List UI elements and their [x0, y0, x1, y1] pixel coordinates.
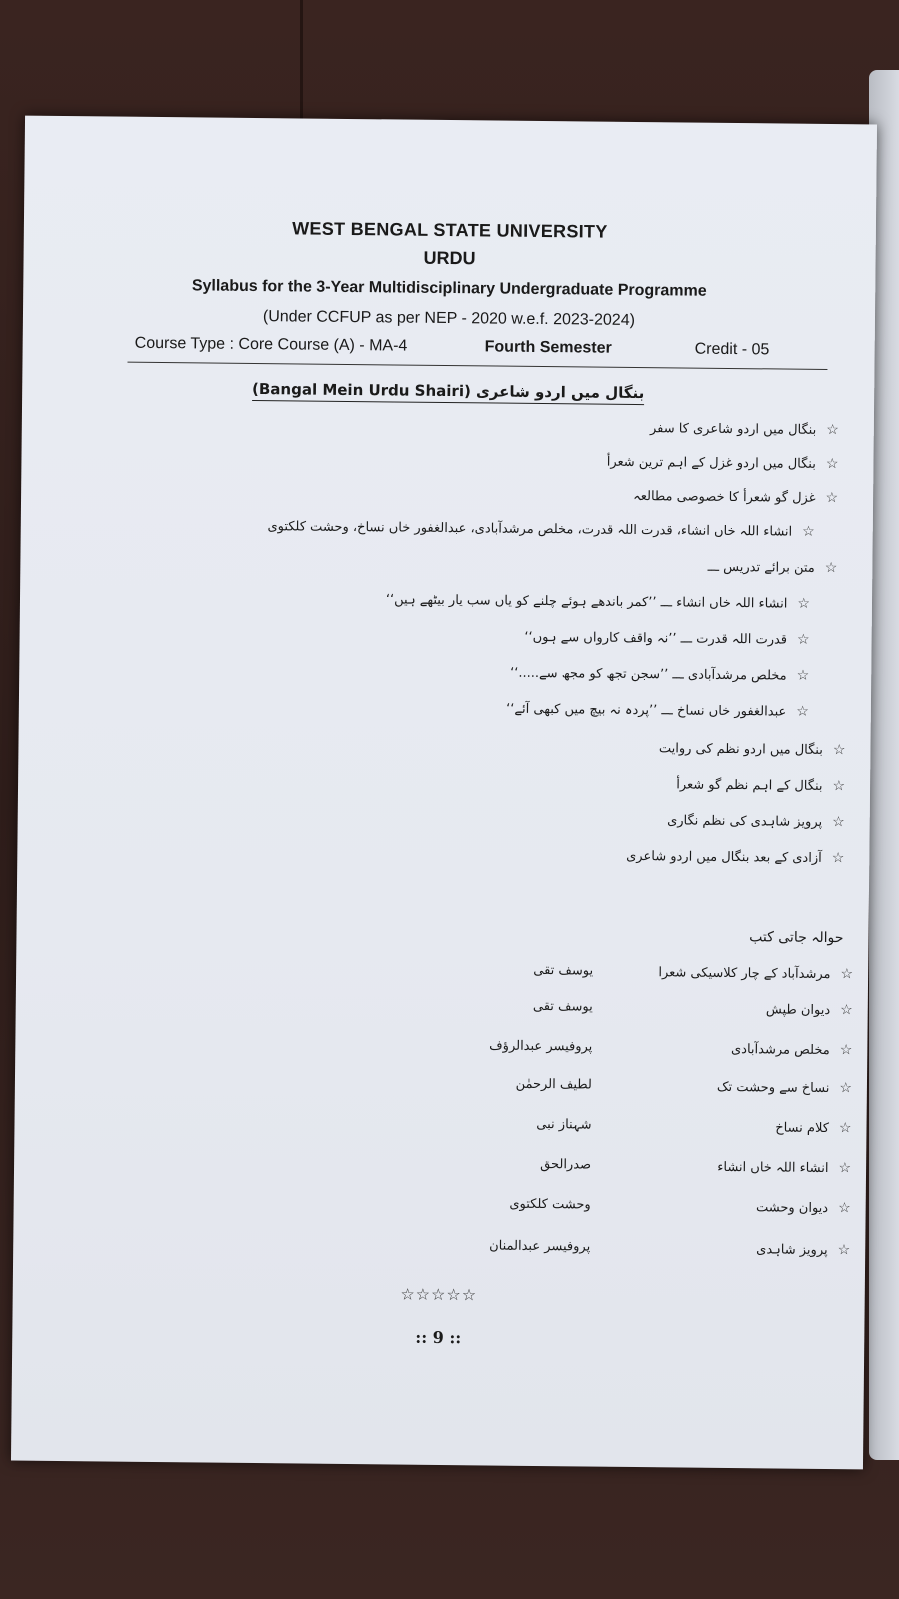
topic-item: ☆انشاء اللہ خاں انشاء، قدرت اللہ قدرت، مخلص مرشدآبادی، عبدالغفور خاں نساخ، وحشت کلکتوی [267, 519, 815, 540]
star-bullet-icon: ☆ [825, 455, 839, 473]
topic-item: ☆انشاء اللہ خاں انشاء ـــ ’’کمر باندھے ہوئے چلنے کو یاں سب یار بیٹھے ہیں‘‘ [385, 592, 811, 612]
references-heading: حوالہ جاتی کتب [749, 929, 844, 947]
reference-title: ☆مخلص مرشدآبادی [730, 1042, 853, 1059]
star-bullet-icon: ☆ [796, 703, 809, 720]
topic-item: ☆پرویز شاہدی کی نظم نگاری [667, 813, 845, 831]
university-name: WEST BENGAL STATE UNIVERSITY [292, 218, 608, 242]
star-bullet-icon: ☆ [838, 1200, 851, 1217]
star-bullet-icon: ☆ [832, 778, 846, 795]
reference-author: وحشت کلکتوی [509, 1196, 591, 1213]
reference-author: یوسف تقی [533, 962, 594, 979]
star-bullet-icon: ☆ [832, 742, 846, 759]
topic-item: ☆مخلص مرشدآبادی ـــ ’’سجن تجھ کو مجھ سے.....‘‘ [510, 665, 810, 684]
paper-title [22, 378, 874, 408]
topic-item: ☆بنگال میں اردو غزل کے اہم ترین شعرأ [606, 454, 839, 473]
star-bullet-icon: ☆ [840, 966, 854, 983]
header-rule [127, 362, 827, 370]
reference-author: پروفیسر عبدالرؤف [489, 1038, 593, 1055]
star-bullet-icon: ☆ [832, 814, 845, 831]
credit: Credit - 05 [694, 340, 770, 359]
topic-item: ☆بنگال میں اردو نظم کی روایت [658, 741, 846, 759]
course-type: Course Type : Core Course (A) - MA-4 [134, 334, 408, 355]
topic-item: ☆قدرت اللہ قدرت ـــ ’’نہ واقف کارواں سے ہوں‘‘ [524, 629, 810, 648]
star-bullet-icon: ☆ [838, 1120, 852, 1137]
reference-author: لطیف الرحمٰن [515, 1076, 593, 1093]
semester: Fourth Semester [484, 338, 612, 357]
star-bullet-icon: ☆ [796, 667, 810, 684]
topic-item: ☆آزادی کے بعد بنگال میں اردو شاعری [626, 848, 845, 867]
star-bullet-icon: ☆ [797, 595, 811, 612]
star-bullet-icon: ☆ [838, 1160, 852, 1177]
topic-item: ☆بنگال کے اہم نظم گو شعرأ [676, 777, 846, 795]
reference-title: ☆نساخ سے وحشت تک [716, 1079, 853, 1097]
star-bullet-icon: ☆ [837, 1242, 851, 1259]
star-bullet-icon: ☆ [840, 1002, 853, 1019]
reference-author: یوسف تقی [532, 998, 593, 1015]
document-page [11, 116, 877, 1470]
footer-stars: ☆☆☆☆☆ [400, 1284, 478, 1305]
reference-title: ☆پرویز شاہدی [756, 1242, 851, 1259]
star-bullet-icon: ☆ [831, 850, 845, 867]
star-bullet-icon: ☆ [839, 1042, 853, 1059]
star-bullet-icon: ☆ [839, 1080, 853, 1097]
reference-author: پروفیسر عبدالمنان [489, 1238, 591, 1255]
subject-title: URDU [423, 247, 476, 269]
reference-author: صدرالحق [540, 1157, 592, 1173]
star-bullet-icon: ☆ [825, 489, 839, 507]
syllabus-title: Syllabus for the 3-Year Multidisciplinary Undergraduate Programme [191, 277, 707, 300]
topic-item: ☆غزل گو شعرأ کا خصوصی مطالعہ [633, 488, 839, 507]
paper-title-text: (Bangal Mein Urdu Shairi) بنگال میں اردو شاعری [252, 380, 644, 405]
topic-item: ☆بنگال میں اردو شاعری کا سفر [649, 421, 839, 439]
reference-title: ☆مرشدآباد کے چار کلاسیکی شعرا [658, 965, 854, 983]
reference-title: ☆انشاء اللہ خاں انشاء [717, 1159, 852, 1177]
topic-item: ☆متن برائے تدریس ـــ [707, 559, 838, 577]
topic-item: ☆عبدالغفور خاں نساخ ـــ ’’پردہ نہ بیچ میں کبھی آئے‘‘ [506, 701, 809, 720]
star-bullet-icon: ☆ [796, 631, 810, 648]
reference-title: ☆کلام نساخ [775, 1120, 852, 1137]
nep-note: (Under CCFUP as per NEP - 2020 w.e.f. 2023-2024) [262, 308, 636, 329]
page-number: :: 9 :: [415, 1327, 462, 1348]
wood-plank-seam [300, 0, 303, 120]
reference-author: شہناز نبی [536, 1116, 592, 1133]
reference-title: ☆دیوان طپش [765, 1002, 853, 1019]
course-info-row [134, 334, 815, 359]
reference-title: ☆دیوان وحشت [755, 1200, 851, 1217]
star-bullet-icon: ☆ [824, 559, 838, 577]
star-bullet-icon: ☆ [802, 523, 815, 540]
star-bullet-icon: ☆ [826, 421, 839, 439]
